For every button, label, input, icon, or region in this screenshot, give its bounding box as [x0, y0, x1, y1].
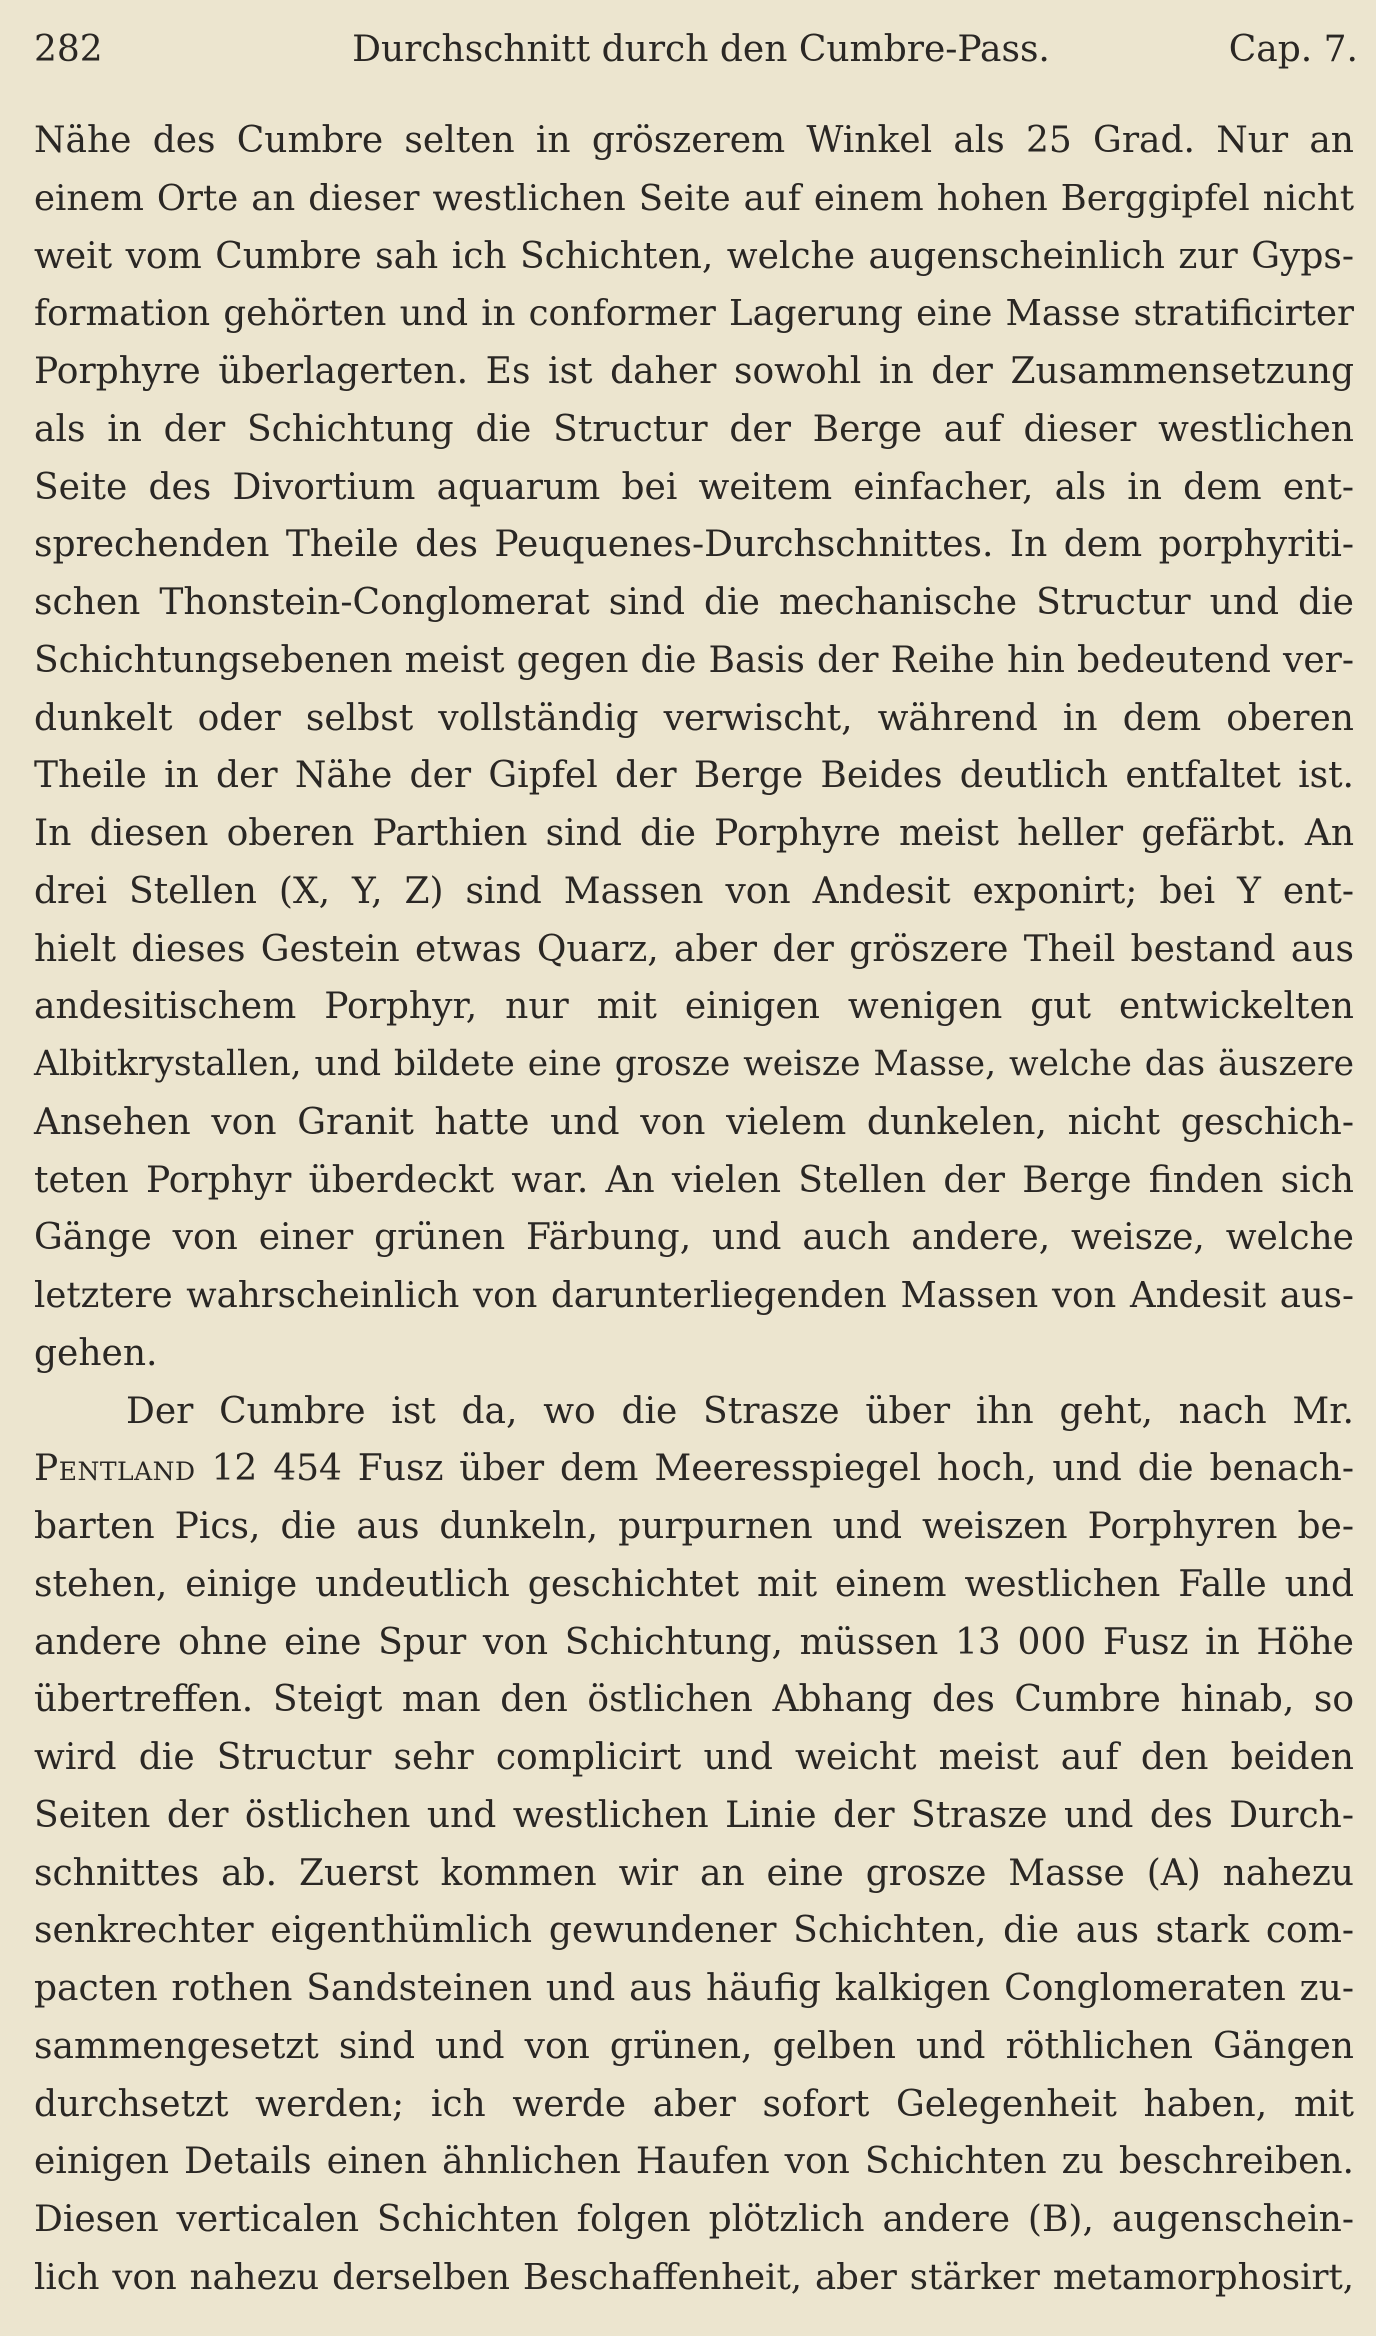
text-line: [34, 1440, 1354, 1498]
text-line: Gänge von einer grünen Färbung, und auch andere, weisze, welche: [34, 1217, 1354, 1259]
text-line: hielt dieses Gestein etwas Quarz, aber der gröszere Theil bestand aus: [34, 928, 1354, 970]
text-line: Albitkrystallen, und bildete eine grosze weisze Masse, welche das äuszere: [34, 1044, 1354, 1084]
text-line: gehen.: [34, 1332, 158, 1374]
text-line: durchsetzt werden; ich werde aber sofort Gelegenheit haben, mit: [34, 2083, 1354, 2125]
text-line: Seite des Divortium aquarum bei weitem einfacher, als in dem ent-: [34, 466, 1354, 508]
text-line: sammengesetzt sind und von grünen, gelben und röthlichen Gängen: [34, 2025, 1354, 2067]
text-line: letztere wahrscheinlich von darunterliegenden Massen von Andesit aus-: [34, 1275, 1354, 1316]
text-line: senkrechter eigenthümlich gewundener Schichten, die aus stark com-: [34, 1910, 1354, 1952]
text-line: formation gehörten und in conformer Lagerung eine Masse stratificirter: [34, 293, 1354, 335]
text-line: stehen, einige undeutlich geschichtet mit einem westlichen Falle und: [34, 1563, 1354, 1605]
text-line: schnittes ab. Zuerst kommen wir an eine grosze Masse (A) nahezu: [34, 1852, 1354, 1894]
text-line: einem Orte an dieser westlichen Seite auf einem hohen Berggipfel nicht: [34, 177, 1354, 219]
text-line: Porphyre überlagerten. Es ist daher sowohl in der Zusammensetzung: [34, 351, 1354, 392]
text-line: Nähe des Cumbre selten in gröszerem Winkel als 25 Grad. Nur an: [34, 120, 1354, 161]
text-line: einigen Details einen ähnlichen Haufen von Schichten zu beschreiben.: [34, 2141, 1354, 2183]
text-line: wird die Structur sehr complicirt und weicht meist auf den beiden: [34, 1737, 1354, 1778]
chapter-label: Cap. 7.: [1228, 29, 1358, 70]
text-line: Theile in der Nähe der Gipfel der Berge Beides deutlich entfaltet ist.: [34, 755, 1354, 797]
text-line: pacten rothen Sandsteinen und aus häufig kalkigen Conglomeraten zu-: [34, 1968, 1354, 2009]
text-line: drei Stellen (X, Y, Z) sind Massen von Andesit exponirt; bei Y ent-: [34, 870, 1354, 912]
text-line: Diesen verticalen Schichten folgen plötzlich andere (B), augenschein-: [34, 2199, 1354, 2240]
body-text: [34, 112, 1354, 2307]
text-line: Schichtungsebenen meist gegen die Basis der Reihe hin bedeutend ver-: [34, 639, 1354, 681]
text-line: andesitischem Porphyr, nur mit einigen wenigen gut entwickelten: [34, 986, 1354, 1028]
running-title: Durchschnitt durch den Cumbre-Pass.: [352, 29, 1050, 70]
text-line: lich von nahezu derselben Beschaffenheit, aber stärker metamorphosirt,: [34, 2256, 1354, 2298]
text-line: schen Thonstein-Conglomerat sind die mechanische Structur und die: [34, 582, 1354, 623]
text-line: barten Pics, die aus dunkeln, purpurnen und weiszen Porphyren be-: [34, 1506, 1354, 1547]
text-line: Seiten der östlichen und westlichen Linie der Strasze und des Durch-: [34, 1794, 1354, 1836]
paragraph-2: [34, 1383, 1354, 2307]
text-line: übertreffen. Steigt man den östlichen Abhang des Cumbre hinab, so: [34, 1679, 1354, 1721]
text-line: In diesen oberen Parthien sind die Porphyre meist heller gefärbt. An: [34, 813, 1354, 854]
page-header: [34, 24, 1358, 76]
text-line: dunkelt oder selbst vollständig verwischt, während in dem oberen: [34, 697, 1354, 739]
text-line: Ansehen von Granit hatte und von vielem dunkelen, nicht geschich-: [34, 1101, 1354, 1143]
text-line: andere ohne eine Spur von Schichtung, müssen 13 000 Fusz in Höhe: [34, 1621, 1354, 1663]
text-line: teten Porphyr überdeckt war. An vielen Stellen der Berge finden sich: [34, 1159, 1354, 1201]
text-line: als in der Schichtung die Structur der Berge auf dieser westlichen: [34, 408, 1354, 450]
line-text: 12 454 Fusz über dem Meeresspiegel hoch, und die benach-: [195, 1448, 1354, 1490]
text-line: Der Cumbre ist da, wo die Strasze über ihn geht, nach Mr.: [126, 1390, 1354, 1432]
page-number: 282: [34, 29, 103, 70]
author-name: Pentland: [34, 1448, 196, 1490]
paragraph-1: [34, 112, 1354, 1383]
text-line: weit vom Cumbre sah ich Schichten, welche augenscheinlich zur Gyps-: [34, 235, 1354, 277]
text-line: sprechenden Theile des Peuquenes-Durchschnittes. In dem porphyriti-: [34, 524, 1354, 566]
